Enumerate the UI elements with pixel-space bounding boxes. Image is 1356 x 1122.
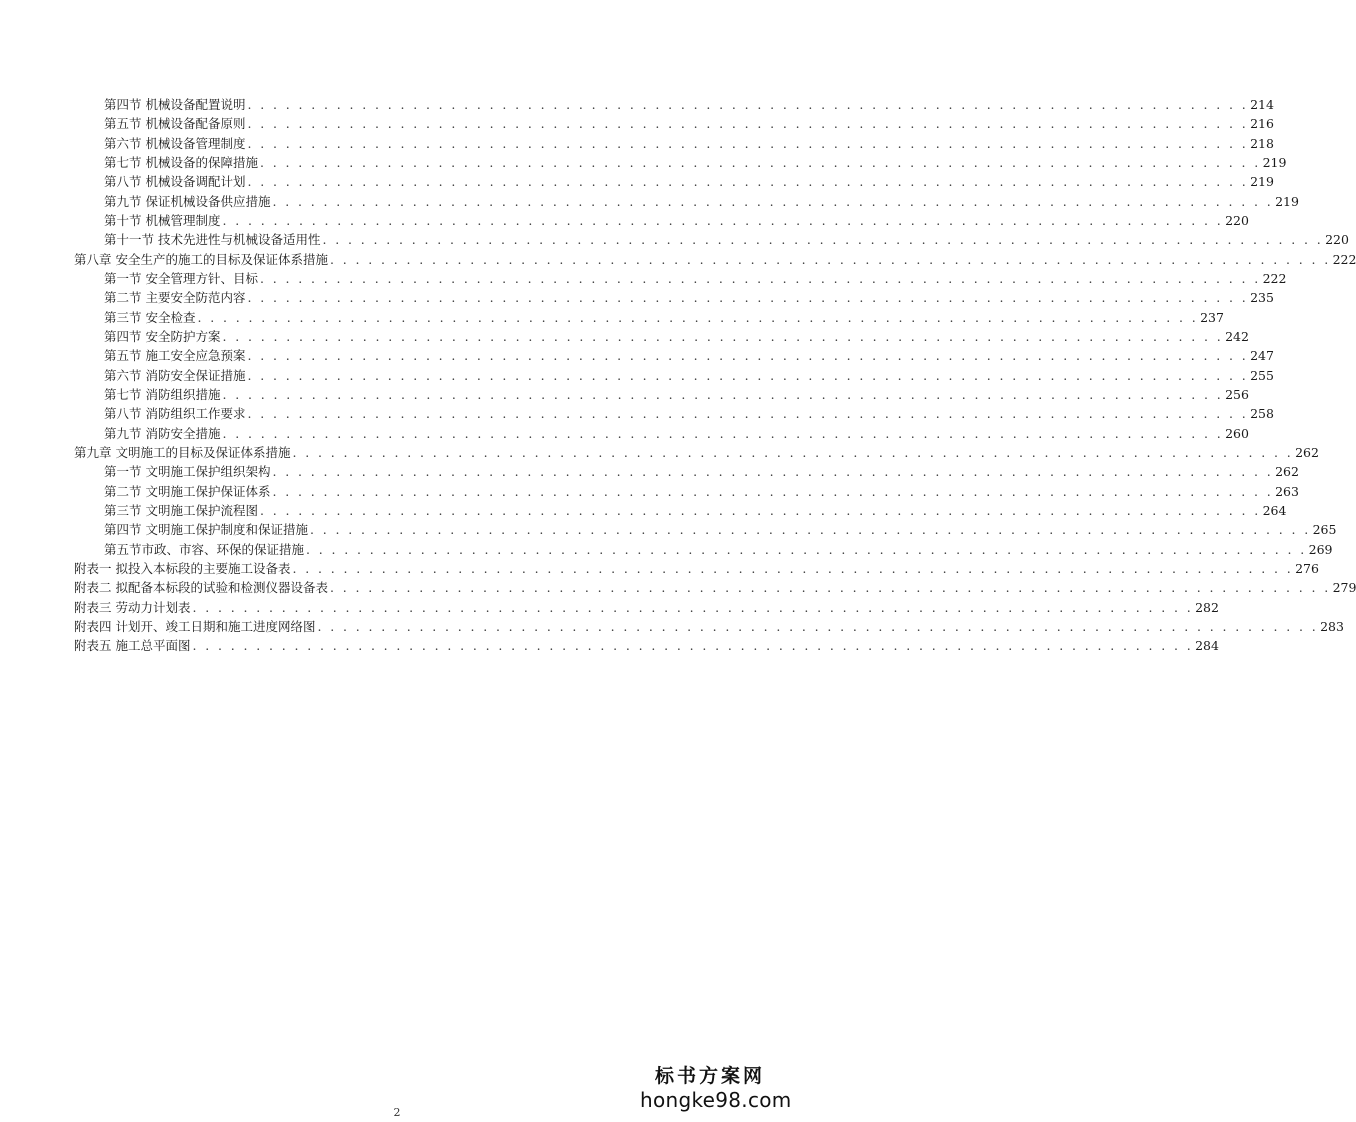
toc-entry-title: 第三节 安全检查 [104, 310, 196, 325]
toc-entry[interactable] [104, 386, 1249, 404]
toc-leader-dots: . . . . . . . . . . . . . . . . . . . . . . . . . . . . . . . . . . . . . . . . . . . . . . . . . . . . . . . . . . . . . . . . . . . . . . . . . . . . . . . [329, 252, 1331, 267]
toc-leader-dots: . . . . . . . . . . . . . . . . . . . . . . . . . . . . . . . . . . . . . . . . . . . . . . . . . . . . . . . . . . . . . . . . . . . . . . . . . . . . . . . [259, 503, 1261, 518]
toc-entry-title: 第九节 消防安全措施 [104, 426, 221, 441]
toc-entry-title: 附表四 计划开、竣工日期和施工进度网络图 [74, 619, 316, 634]
toc-entry[interactable] [104, 270, 1287, 288]
toc-entry-title: 第五节 施工安全应急预案 [104, 348, 246, 363]
toc-entry-title: 第八章 安全生产的施工的目标及保证体系措施 [74, 252, 328, 267]
toc-entry[interactable] [74, 579, 1356, 597]
toc-entry-page: 276 [1295, 561, 1319, 576]
toc-entry-page: 263 [1275, 484, 1299, 499]
toc-entry[interactable] [104, 309, 1224, 327]
toc-entry-page: 216 [1250, 116, 1274, 131]
toc-entry-title: 第十一节 技术先进性与机械设备适用性 [104, 232, 321, 247]
toc-entry[interactable] [74, 599, 1219, 617]
toc-entry-page: 260 [1225, 426, 1249, 441]
toc-entry-title: 第二节 文明施工保护保证体系 [104, 484, 271, 499]
toc-entry-title: 第二节 主要安全防范内容 [104, 290, 246, 305]
toc-leader-dots: . . . . . . . . . . . . . . . . . . . . . . . . . . . . . . . . . . . . . . . . . . . . . . . . . . . . . . . . . . . . . . . . . . . . . . . . . . . . . . . [192, 600, 1194, 615]
toc-entry-title: 第五节市政、市容、环保的保证措施 [104, 542, 305, 557]
toc-entry[interactable] [104, 541, 1333, 559]
toc-entry[interactable] [104, 367, 1274, 385]
toc-leader-dots: . . . . . . . . . . . . . . . . . . . . . . . . . . . . . . . . . . . . . . . . . . . . . . . . . . . . . . . . . . . . . . . . . . . . . . . . . . . . . . . [309, 522, 1311, 537]
toc-entry[interactable] [74, 444, 1319, 462]
toc-leader-dots: . . . . . . . . . . . . . . . . . . . . . . . . . . . . . . . . . . . . . . . . . . . . . . . . . . . . . . . . . . . . . . . . . . . . . . . . . . . . . . . [247, 290, 1249, 305]
toc-entry-page: 218 [1250, 136, 1274, 151]
toc-entry-page: 220 [1325, 232, 1349, 247]
toc-entry-page: 283 [1320, 619, 1344, 634]
toc-entry[interactable] [74, 637, 1219, 655]
toc-entry-page: 269 [1308, 542, 1333, 557]
toc-leader-dots: . . . . . . . . . . . . . . . . . . . . . . . . . . . . . . . . . . . . . . . . . . . . . . . . . . . . . . . . . . . . . . . . . . . . . . . . . . . . . . . [272, 464, 1274, 479]
toc-entry-page: 237 [1200, 310, 1224, 325]
toc-leader-dots: . . . . . . . . . . . . . . . . . . . . . . . . . . . . . . . . . . . . . . . . . . . . . . . . . . . . . . . . . . . . . . . . . . . . . . . . . . . . . . . [247, 116, 1249, 131]
toc-leader-dots: . . . . . . . . . . . . . . . . . . . . . . . . . . . . . . . . . . . . . . . . . . . . . . . . . . . . . . . . . . . . . . . . . . . . . . . . . . . . . . . [329, 580, 1331, 595]
toc-leader-dots: . . . . . . . . . . . . . . . . . . . . . . . . . . . . . . . . . . . . . . . . . . . . . . . . . . . . . . . . . . . . . . . . . . . . . . . . . . . . . . . [247, 97, 1249, 112]
toc-entry-page: 284 [1195, 638, 1219, 653]
toc-entry-title: 附表二 拟配备本标段的试验和检测仪器设备表 [74, 580, 328, 595]
toc-entry-title: 第四节 机械设备配置说明 [104, 97, 246, 112]
toc-entry-title: 第一节 安全管理方针、目标 [104, 271, 258, 286]
toc-entry-page: 279 [1332, 580, 1356, 595]
toc-entry[interactable] [104, 425, 1249, 443]
toc-entry-page: 214 [1250, 97, 1274, 112]
toc-entry-page: 219 [1262, 155, 1287, 170]
toc-entry-title: 附表五 施工总平面图 [74, 638, 191, 653]
toc-entry[interactable] [104, 154, 1287, 172]
toc-entry[interactable] [104, 463, 1299, 481]
toc-entry[interactable] [104, 405, 1274, 423]
site-watermark [640, 1064, 792, 1112]
toc-leader-dots: . . . . . . . . . . . . . . . . . . . . . . . . . . . . . . . . . . . . . . . . . . . . . . . . . . . . . . . . . . . . . . . . . . . . . . . . . . . . . . . [222, 213, 1224, 228]
toc-entry-title: 附表三 劳动力计划表 [74, 600, 191, 615]
toc-entry[interactable] [74, 560, 1319, 578]
toc-entry-title: 第七节 机械设备的保障措施 [104, 155, 258, 170]
toc-entry-page: 255 [1250, 368, 1274, 383]
toc-leader-dots: . . . . . . . . . . . . . . . . . . . . . . . . . . . . . . . . . . . . . . . . . . . . . . . . . . . . . . . . . . . . . . . . . . . . . . . . . . . . . . . [247, 174, 1249, 189]
toc-leader-dots: . . . . . . . . . . . . . . . . . . . . . . . . . . . . . . . . . . . . . . . . . . . . . . . . . . . . . . . . . . . . . . . . . . . . . . . . . . . . . . . [317, 619, 1319, 634]
toc-leader-dots: . . . . . . . . . . . . . . . . . . . . . . . . . . . . . . . . . . . . . . . . . . . . . . . . . . . . . . . . . . . . . . . . . . . . . . . . . . . . . . . [272, 194, 1274, 209]
toc-entry[interactable] [104, 115, 1274, 133]
toc-leader-dots: . . . . . . . . . . . . . . . . . . . . . . . . . . . . . . . . . . . . . . . . . . . . . . . . . . . . . . . . . . . . . . . . . . . . . . . . . . . . . . . [272, 484, 1274, 499]
toc-leader-dots: . . . . . . . . . . . . . . . . . . . . . . . . . . . . . . . . . . . . . . . . . . . . . . . . . . . . . . . . . . . . . . . . . . . . . . . . . . . . . . . [292, 445, 1294, 460]
toc-entry[interactable] [104, 289, 1274, 307]
toc-leader-dots: . . . . . . . . . . . . . . . . . . . . . . . . . . . . . . . . . . . . . . . . . . . . . . . . . . . . . . . . . . . . . . . . . . . . . . . . . . . . . . . [222, 426, 1224, 441]
toc-leader-dots: . . . . . . . . . . . . . . . . . . . . . . . . . . . . . . . . . . . . . . . . . . . . . . . . . . . . . . . . . . . . . . . . . . . . . . . . . . . . . . . [247, 136, 1249, 151]
toc-entry-page: 262 [1295, 445, 1319, 460]
toc-entry-page: 265 [1312, 522, 1337, 537]
toc-entry[interactable] [104, 212, 1249, 230]
toc-entry-title: 第六节 消防安全保证措施 [104, 368, 246, 383]
toc-entry-title: 第五节 机械设备配备原则 [104, 116, 246, 131]
toc-leader-dots: . . . . . . . . . . . . . . . . . . . . . . . . . . . . . . . . . . . . . . . . . . . . . . . . . . . . . . . . . . . . . . . . . . . . . . . . . . . . . . . [247, 348, 1249, 363]
toc-entry[interactable] [74, 618, 1344, 636]
toc-leader-dots: . . . . . . . . . . . . . . . . . . . . . . . . . . . . . . . . . . . . . . . . . . . . . . . . . . . . . . . . . . . . . . . . . . . . . . . . . . . . . . . [192, 638, 1194, 653]
toc-entry-title: 第四节 安全防护方案 [104, 329, 221, 344]
toc-entry-page: 256 [1225, 387, 1249, 402]
watermark-title: 标书方案网 [654, 1065, 765, 1087]
toc-leader-dots: . . . . . . . . . . . . . . . . . . . . . . . . . . . . . . . . . . . . . . . . . . . . . . . . . . . . . . . . . . . . . . . . . . . . . . . . . . . . . . . [222, 387, 1224, 402]
toc-entry[interactable] [74, 251, 1356, 269]
toc-entry-page: 258 [1250, 406, 1274, 421]
toc-leader-dots: . . . . . . . . . . . . . . . . . . . . . . . . . . . . . . . . . . . . . . . . . . . . . . . . . . . . . . . . . . . . . . . . . . . . . . . . . . . . . . . [292, 561, 1294, 576]
toc-entry[interactable] [104, 347, 1274, 365]
toc-leader-dots: . . . . . . . . . . . . . . . . . . . . . . . . . . . . . . . . . . . . . . . . . . . . . . . . . . . . . . . . . . . . . . . . . . . . . . . . . . . . . . . [259, 271, 1261, 286]
toc-entry-page: 219 [1250, 174, 1274, 189]
toc-entry-title: 第九章 文明施工的目标及保证体系措施 [74, 445, 291, 460]
toc-entry[interactable] [104, 96, 1274, 114]
toc-entry[interactable] [104, 231, 1349, 249]
toc-entry[interactable] [104, 502, 1287, 520]
toc-entry-page: 219 [1275, 194, 1299, 209]
toc-entry-title: 第九节 保证机械设备供应措施 [104, 194, 271, 209]
toc-entry-page: 242 [1225, 329, 1249, 344]
toc-entry[interactable] [104, 173, 1274, 191]
toc-entry-page: 235 [1250, 290, 1274, 305]
toc-leader-dots: . . . . . . . . . . . . . . . . . . . . . . . . . . . . . . . . . . . . . . . . . . . . . . . . . . . . . . . . . . . . . . . . . . . . . . . . . . . . . . . [197, 310, 1199, 325]
toc-entry-page: 264 [1262, 503, 1287, 518]
toc-leader-dots: . . . . . . . . . . . . . . . . . . . . . . . . . . . . . . . . . . . . . . . . . . . . . . . . . . . . . . . . . . . . . . . . . . . . . . . . . . . . . . . [247, 368, 1249, 383]
toc-entry[interactable] [104, 135, 1274, 153]
toc-entry-title: 第七节 消防组织措施 [104, 387, 221, 402]
toc-entry[interactable] [104, 483, 1299, 501]
toc-entry-page: 222 [1262, 271, 1287, 286]
toc-entry-title: 第十节 机械管理制度 [104, 213, 221, 228]
toc-entry-page: 220 [1225, 213, 1249, 228]
toc-entry[interactable] [104, 328, 1249, 346]
toc-entry-title: 第八节 消防组织工作要求 [104, 406, 246, 421]
toc-entry-page: 247 [1250, 348, 1274, 363]
toc-entry[interactable] [104, 521, 1337, 539]
toc-entry-title: 附表一 拟投入本标段的主要施工设备表 [74, 561, 291, 576]
toc-entry-page: 282 [1195, 600, 1219, 615]
toc-entry[interactable] [104, 193, 1299, 211]
toc-entry-title: 第一节 文明施工保护组织架构 [104, 464, 271, 479]
toc-entry-title: 第六节 机械设备管理制度 [104, 136, 246, 151]
toc-entry-page: 262 [1275, 464, 1299, 479]
toc-entry-title: 第八节 机械设备调配计划 [104, 174, 246, 189]
toc-leader-dots: . . . . . . . . . . . . . . . . . . . . . . . . . . . . . . . . . . . . . . . . . . . . . . . . . . . . . . . . . . . . . . . . . . . . . . . . . . . . . . . [222, 329, 1224, 344]
toc-entry-title: 第四节 文明施工保护制度和保证措施 [104, 522, 308, 537]
toc-leader-dots: . . . . . . . . . . . . . . . . . . . . . . . . . . . . . . . . . . . . . . . . . . . . . . . . . . . . . . . . . . . . . . . . . . . . . . . . . . . . . . . [306, 542, 1307, 557]
toc-entry-page: 222 [1332, 252, 1356, 267]
watermark-url: hongke98.com [640, 1088, 792, 1112]
toc-leader-dots: . . . . . . . . . . . . . . . . . . . . . . . . . . . . . . . . . . . . . . . . . . . . . . . . . . . . . . . . . . . . . . . . . . . . . . . . . . . . . . . [259, 155, 1261, 170]
toc-entry-title: 第三节 文明施工保护流程图 [104, 503, 258, 518]
page-number: 2 [393, 1106, 401, 1119]
toc-leader-dots: . . . . . . . . . . . . . . . . . . . . . . . . . . . . . . . . . . . . . . . . . . . . . . . . . . . . . . . . . . . . . . . . . . . . . . . . . . . . . . . [247, 406, 1249, 421]
toc-leader-dots: . . . . . . . . . . . . . . . . . . . . . . . . . . . . . . . . . . . . . . . . . . . . . . . . . . . . . . . . . . . . . . . . . . . . . . . . . . . . . . . [322, 232, 1324, 247]
